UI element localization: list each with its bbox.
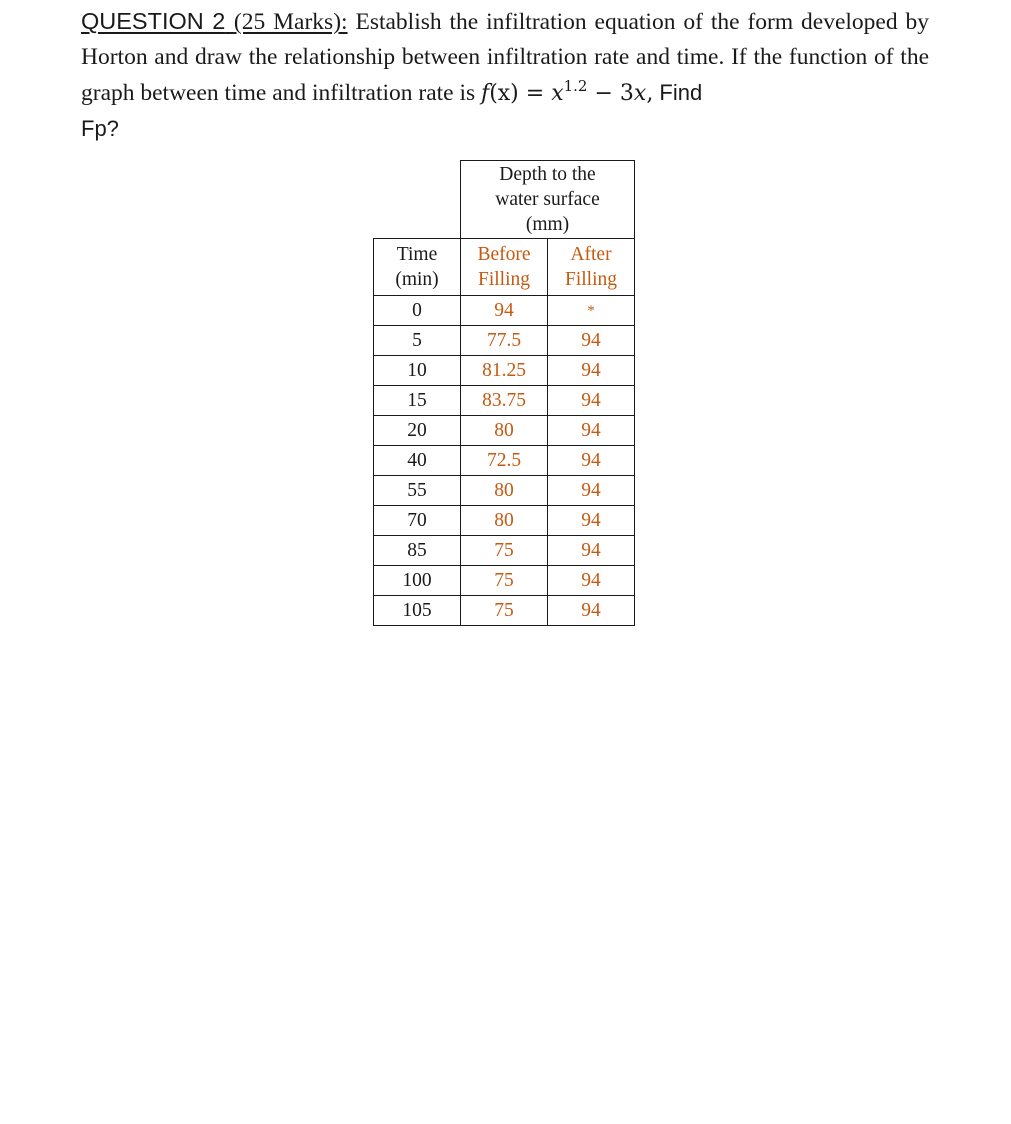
after-filling-cell: 94 — [548, 446, 635, 476]
time-cell: 40 — [374, 446, 461, 476]
after-filling-cell: 94 — [548, 596, 635, 626]
target-text: Fp? — [81, 116, 119, 141]
before-filling-cell: 75 — [461, 596, 548, 626]
before-filling-header: Before Filling — [461, 239, 548, 296]
time-cell: 10 — [374, 356, 461, 386]
after-filling-cell: 94 — [548, 536, 635, 566]
table-row — [374, 506, 635, 536]
table-row — [374, 536, 635, 566]
before-filling-cell: 75 — [461, 566, 548, 596]
infiltration-data-table — [373, 160, 635, 626]
table-row — [374, 446, 635, 476]
time-cell: 20 — [374, 416, 461, 446]
time-cell: 105 — [374, 596, 461, 626]
before-filling-cell: 80 — [461, 416, 548, 446]
after-filling-cell: 94 — [548, 566, 635, 596]
time-header: Time (min) — [374, 239, 461, 296]
table-row — [374, 386, 635, 416]
before-filling-cell: 77.5 — [461, 326, 548, 356]
table-row — [374, 476, 635, 506]
table-row — [374, 416, 635, 446]
formula: $f(x) = x^{1.2} - 3x$, — [481, 77, 654, 106]
time-cell: 85 — [374, 536, 461, 566]
after-filling-cell: 94 — [548, 476, 635, 506]
find-text: Find — [653, 80, 703, 105]
before-filling-cell: 94 — [461, 296, 548, 326]
after-filling-cell: * — [548, 296, 635, 326]
time-cell: 70 — [374, 506, 461, 536]
before-filling-cell: 83.75 — [461, 386, 548, 416]
time-cell: 15 — [374, 386, 461, 416]
time-cell: 100 — [374, 566, 461, 596]
after-filling-cell: 94 — [548, 416, 635, 446]
formula-exponent: 1.2 — [563, 77, 588, 95]
table-header-row-depth — [374, 161, 635, 239]
time-cell: 0 — [374, 296, 461, 326]
table-row — [374, 326, 635, 356]
depth-header: Depth to the water surface (mm) — [461, 161, 635, 239]
time-cell: 5 — [374, 326, 461, 356]
question-body: Establish the infiltration equation of the form developed by Horton and draw the relationship between infiltration rate and time. If the function of the graph between time and infiltration rate is — [81, 9, 929, 106]
before-filling-cell: 80 — [461, 506, 548, 536]
question-label: QUESTION 2 — [81, 8, 226, 34]
before-filling-cell: 75 — [461, 536, 548, 566]
after-filling-cell: 94 — [548, 326, 635, 356]
table-row — [374, 566, 635, 596]
time-cell: 55 — [374, 476, 461, 506]
before-filling-cell: 81.25 — [461, 356, 548, 386]
after-filling-header: After Filling — [548, 239, 635, 296]
before-filling-cell: 72.5 — [461, 446, 548, 476]
before-filling-cell: 80 — [461, 476, 548, 506]
table-row — [374, 356, 635, 386]
question-text — [81, 4, 929, 146]
after-filling-cell: 94 — [548, 506, 635, 536]
table-header-row-columns — [374, 239, 635, 296]
table-row — [374, 596, 635, 626]
table-row — [374, 296, 635, 326]
after-filling-cell: 94 — [548, 386, 635, 416]
question-marks: (25 Marks): — [233, 9, 348, 35]
after-filling-cell: 94 — [548, 356, 635, 386]
table-header-blank — [374, 161, 461, 239]
